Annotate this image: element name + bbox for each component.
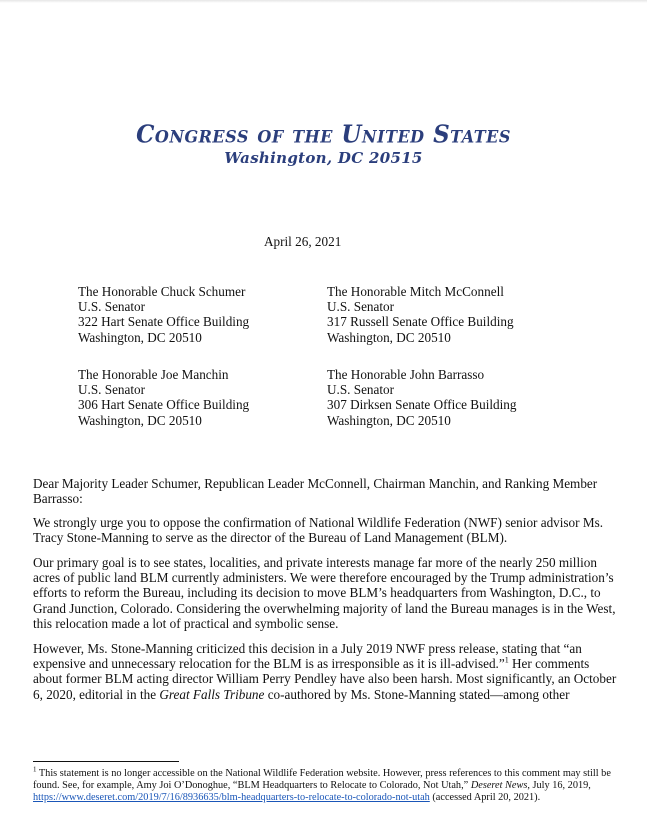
recipient-title: U.S. Senator (327, 299, 395, 315)
recipient-address (327, 367, 516, 428)
body-paragraph: We strongly urge you to oppose the confirmation of National Wildlife Federation (NWF) senior advisor Ms. Tracy Stone-Manning to serve as the director of the Bureau of Land Management (BLM). (33, 515, 603, 546)
recipient-city: Washington, DC 20510 (78, 412, 202, 428)
publication-title: Deseret News (470, 780, 528, 792)
recipient-office: 317 Russell Senate Office Building (327, 314, 514, 330)
body-paragraph: Our primary goal is to see states, localities, and private interests manage far more of the nearly 250 million acres of public land BLM currently administers. We were therefore encouraged by the Trump administration’s efforts to reform the Bureau, including its decision to move BLM’s headquarters from Washington, D.C., to Grand Junction, Colorado. Considering the overwhelming majority of land the Bureau manages is in the West, this relocation made a lot of practical and symbolic sense. (33, 555, 616, 631)
recipient-title: U.S. Senator (327, 382, 395, 398)
recipient-address (327, 284, 514, 345)
letterhead-title: Congress of the United States (136, 120, 511, 149)
recipient-title: U.S. Senator (78, 299, 146, 315)
recipient-name: The Honorable John Barrasso (327, 367, 485, 382)
publication-title: Great Falls Tribune (159, 686, 265, 702)
recipient-office: 322 Hart Senate Office Building (78, 314, 250, 330)
footnote (33, 765, 623, 805)
recipient-address (78, 284, 249, 345)
recipient-name: The Honorable Joe Manchin (78, 367, 229, 382)
footnote-text: , July 16, 2019, (527, 780, 591, 792)
footnote-number: 1 (33, 765, 37, 774)
recipient-office: 306 Hart Senate Office Building (78, 397, 250, 413)
footnote-text: (accessed April 20, 2021). (429, 792, 541, 804)
footnote-text: This statement is no longer accessible on the National Wildlife Federation website. However, press references to this comment may still be found. See, for example, Amy Joi O’Donoghue, “BLM Headquarters to Relocate to Colorado, Not Utah,” (33, 768, 611, 792)
footnote-separator (33, 761, 179, 762)
body-paragraph (33, 641, 617, 702)
recipient-title: U.S. Senator (78, 382, 146, 398)
recipient-city: Washington, DC 20510 (327, 329, 451, 345)
letter-date: April 26, 2021 (264, 234, 342, 249)
recipient-office: 307 Dirksen Senate Office Building (327, 397, 517, 413)
paragraph-text: co-authored by Ms. Stone-Manning stated—among other (264, 686, 570, 702)
footnote-reference[interactable]: 1 (504, 655, 509, 665)
letterhead-subtitle: Washington, DC 20515 (224, 149, 423, 167)
footnote-link[interactable]: https://www.deseret.com/2019/7/16/8936635/blm-headquarters-to-relocate-to-colorado-not-utah (33, 792, 430, 804)
recipient-address (78, 367, 249, 428)
salutation: Dear Majority Leader Schumer, Republican Leader McConnell, Chairman Manchin, and Ranking Member Barrasso: (33, 476, 598, 507)
paragraph-text: However, Ms. Stone-Manning criticized this decision in a July 2019 NWF press release, stating that “an expensive and unnecessary relocation for the BLM is as irresponsible as it is ill-advised.” (33, 641, 582, 672)
recipient-name: The Honorable Mitch McConnell (327, 284, 504, 299)
paragraph-text: Her comments about former BLM acting director William Perry Pendley have also been harsh. Most significantly, an October 6, 2020, editorial in the (33, 656, 617, 702)
recipient-name: The Honorable Chuck Schumer (78, 284, 246, 299)
recipient-city: Washington, DC 20510 (327, 412, 451, 428)
page-top-edge (0, 0, 647, 3)
recipient-city: Washington, DC 20510 (78, 329, 202, 345)
